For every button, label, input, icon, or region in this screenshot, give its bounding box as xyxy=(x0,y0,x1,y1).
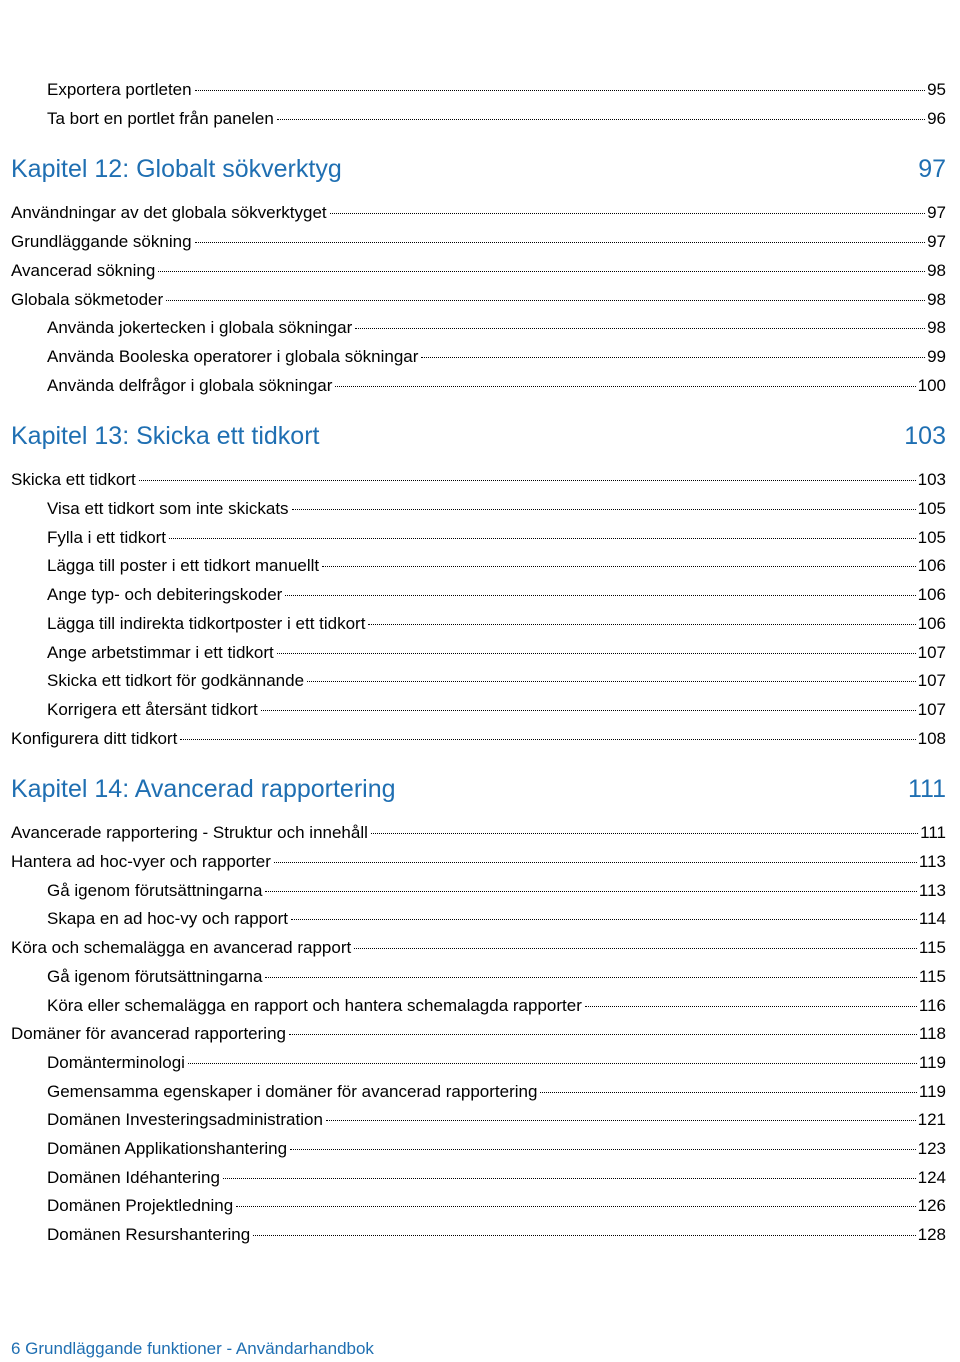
toc-entry-page-number: 113 xyxy=(918,880,946,900)
toc-entry-page-number: 107 xyxy=(917,699,946,719)
toc-entry-title: Domänen Investeringsadministration xyxy=(47,1110,323,1130)
toc-entry[interactable] xyxy=(0,581,960,609)
toc-entry-page-number: 106 xyxy=(917,556,946,576)
toc-entry-page-number: 103 xyxy=(917,470,946,490)
toc-entry-page-number: 97 xyxy=(927,203,946,223)
toc-entry[interactable] xyxy=(0,257,960,285)
toc-entry[interactable] xyxy=(0,1135,960,1163)
toc-entry-page-number: 98 xyxy=(927,318,946,338)
toc-entry-title: Domänen Projektledning xyxy=(47,1196,234,1216)
toc-entry-title: Gå igenom förutsättningarna xyxy=(47,966,263,986)
toc-entry-page-number: 108 xyxy=(917,728,946,748)
dot-leader xyxy=(326,1120,916,1121)
toc-entry[interactable] xyxy=(0,905,960,933)
toc-entry-title: Domänen Applikationshantering xyxy=(47,1139,288,1158)
dot-leader xyxy=(195,242,926,243)
toc-entry[interactable] xyxy=(0,1221,960,1249)
toc-entry[interactable] xyxy=(0,199,960,227)
dot-leader xyxy=(289,1034,917,1035)
dot-leader xyxy=(265,977,916,978)
toc-entry-page-number: 119 xyxy=(918,1081,946,1101)
toc-entry[interactable] xyxy=(0,1049,960,1077)
toc-entry-page-number: 128 xyxy=(917,1225,946,1245)
toc-entry-page-number: 119 xyxy=(918,1052,946,1072)
toc-entry-page-number: 115 xyxy=(918,966,946,986)
toc-entry-title: Hantera ad hoc-vyer och rapporter xyxy=(11,852,271,871)
toc-entry[interactable] xyxy=(0,877,960,905)
dot-leader xyxy=(290,1149,916,1150)
toc-entry-title: Lägga till poster i ett tidkort manuellt xyxy=(47,556,320,576)
toc-entry-title: Gå igenom förutsättningarna xyxy=(47,880,263,900)
chapter-title: Kapitel 12: Globalt sökverktyg xyxy=(11,155,342,184)
toc-entry-page-number: 118 xyxy=(918,1024,946,1044)
toc-entry-title: Ange typ- och debiteringskoder xyxy=(47,585,283,605)
dot-leader xyxy=(335,386,915,387)
toc-entry[interactable] xyxy=(0,934,960,962)
toc-chapter-heading[interactable] xyxy=(0,771,960,807)
toc-entry[interactable] xyxy=(0,992,960,1020)
toc-entry-title: Använda jokertecken i globala sökningar xyxy=(47,318,353,338)
toc-entry-page-number: 124 xyxy=(917,1167,946,1187)
dot-leader xyxy=(285,595,915,596)
toc-entry-title: Avancerad sökning xyxy=(11,260,156,280)
dot-leader xyxy=(277,653,916,654)
dot-leader xyxy=(265,891,916,892)
toc-entry-title: Korrigera ett återsänt tidkort xyxy=(47,699,258,719)
dot-leader xyxy=(223,1178,916,1179)
dot-leader xyxy=(169,538,916,539)
dot-leader xyxy=(166,300,925,301)
toc-entry-title: Visa ett tidkort som inte skickats xyxy=(47,499,289,518)
dot-leader xyxy=(355,328,925,329)
toc-entry-page-number: 107 xyxy=(917,671,946,691)
toc-entry-title: Skicka ett tidkort xyxy=(11,470,136,490)
chapter-title: Kapitel 13: Skicka ett tidkort xyxy=(11,422,320,451)
toc-entry[interactable] xyxy=(0,372,960,400)
toc-entry-page-number: 98 xyxy=(927,260,946,280)
dot-leader xyxy=(540,1092,916,1093)
toc-entry-page-number: 98 xyxy=(927,289,946,309)
toc-entry[interactable] xyxy=(0,314,960,342)
toc-entry-title: Skapa en ad hoc-vy och rapport xyxy=(47,909,288,929)
chapter-page-number: 111 xyxy=(907,775,946,804)
toc-entry[interactable] xyxy=(0,963,960,991)
dot-leader xyxy=(158,271,925,272)
page-footer: 6 Grundläggande funktioner - Användarhandbok xyxy=(11,1339,374,1358)
toc-entry-page-number: 114 xyxy=(918,909,946,929)
toc-chapter-heading[interactable] xyxy=(0,151,960,187)
toc-entry[interactable] xyxy=(0,1164,960,1192)
toc-chapter-heading[interactable] xyxy=(0,418,960,454)
dot-leader xyxy=(291,919,917,920)
toc-entry-page-number: 116 xyxy=(918,995,946,1015)
toc-entry[interactable] xyxy=(0,667,960,695)
toc-entry[interactable] xyxy=(0,1020,960,1048)
toc-entry-title: Använda Booleska operatorer i globala sökningar xyxy=(47,346,419,366)
toc-entry-title: Köra eller schemalägga en rapport och hantera schemalagda rapporter xyxy=(47,995,582,1015)
dot-leader xyxy=(330,213,925,214)
toc-entry-title: Köra och schemalägga en avancerad rapport xyxy=(11,938,352,958)
toc-entry-title: Ta bort en portlet från panelen xyxy=(47,108,274,128)
dot-leader xyxy=(368,624,915,625)
toc-entry-page-number: 106 xyxy=(917,613,946,633)
toc-entry[interactable] xyxy=(0,524,960,552)
dot-leader xyxy=(354,948,917,949)
dot-leader xyxy=(307,681,916,682)
dot-leader xyxy=(261,710,916,711)
toc-entry[interactable] xyxy=(0,848,960,876)
dot-leader xyxy=(180,739,915,740)
dot-leader xyxy=(585,1006,917,1007)
toc-entry-title: Lägga till indirekta tidkortposter i ett tidkort xyxy=(47,613,366,633)
toc-entry[interactable] xyxy=(0,819,960,847)
dot-leader xyxy=(322,566,915,567)
dot-leader xyxy=(274,862,917,863)
toc-entry-page-number: 95 xyxy=(927,80,946,99)
dot-leader xyxy=(188,1063,917,1064)
toc-entry-title: Domänen Idéhantering xyxy=(47,1167,220,1187)
dot-leader xyxy=(292,509,916,510)
toc-entry[interactable] xyxy=(0,1106,960,1134)
toc-entry-page-number: 115 xyxy=(918,938,946,958)
toc-entry-page-number: 105 xyxy=(917,499,946,518)
toc-entry-title: Exportera portleten xyxy=(47,80,192,99)
toc-entry-title: Konfigurera ditt tidkort xyxy=(11,728,178,748)
toc-entry-page-number: 113 xyxy=(918,852,946,871)
toc-entry[interactable] xyxy=(0,105,960,133)
toc-entry-page-number: 105 xyxy=(917,527,946,547)
toc-entry-title: Domäner för avancerad rapportering xyxy=(11,1024,286,1044)
dot-leader xyxy=(371,833,918,834)
toc-entry-title: Avancerade rapportering - Struktur och innehåll xyxy=(11,823,368,843)
dot-leader xyxy=(277,119,925,120)
dot-leader xyxy=(195,90,925,91)
toc-entry-title: Använda delfrågor i globala sökningar xyxy=(47,375,333,395)
toc-entry-page-number: 99 xyxy=(927,346,946,366)
toc-entry-page-number: 97 xyxy=(927,232,946,252)
toc-entry-page-number: 96 xyxy=(927,108,946,128)
dot-leader xyxy=(421,357,925,358)
toc-entry-title: Gemensamma egenskaper i domäner för avancerad rapportering xyxy=(47,1081,538,1101)
toc-entry-title: Grundläggande sökning xyxy=(11,232,192,252)
toc-entry-title: Skicka ett tidkort för godkännande xyxy=(47,671,305,691)
toc-entry[interactable] xyxy=(0,725,960,753)
chapter-page-number: 97 xyxy=(918,155,946,184)
toc-entry-page-number: 111 xyxy=(920,823,946,843)
toc-entry[interactable] xyxy=(0,552,960,580)
toc-entry[interactable] xyxy=(0,1078,960,1106)
toc-entry[interactable] xyxy=(0,639,960,667)
toc-entry[interactable] xyxy=(0,466,960,494)
toc-entry-page-number: 100 xyxy=(917,375,946,395)
toc-entry-title: Globala sökmetoder xyxy=(11,289,164,309)
dot-leader xyxy=(139,480,916,481)
toc-entry-page-number: 126 xyxy=(917,1196,946,1216)
dot-leader xyxy=(253,1235,915,1236)
toc-entry[interactable] xyxy=(0,610,960,638)
toc-entry-page-number: 123 xyxy=(917,1139,946,1158)
toc-entry[interactable] xyxy=(0,228,960,256)
toc-entry[interactable] xyxy=(0,76,960,104)
toc-entry-title: Fylla i ett tidkort xyxy=(47,527,167,547)
toc-entry-title: Ange arbetstimmar i ett tidkort xyxy=(47,642,274,662)
toc-entry-page-number: 106 xyxy=(917,585,946,605)
toc-entry[interactable] xyxy=(0,1192,960,1220)
toc-entry[interactable] xyxy=(0,286,960,314)
toc-entry[interactable] xyxy=(0,495,960,523)
toc-entry[interactable] xyxy=(0,343,960,371)
dot-leader xyxy=(236,1206,915,1207)
toc-entry[interactable] xyxy=(0,696,960,724)
toc-entry-title: Domänterminologi xyxy=(47,1052,185,1072)
chapter-page-number: 103 xyxy=(904,422,946,451)
toc-entry-page-number: 121 xyxy=(917,1110,946,1130)
toc-entry-page-number: 107 xyxy=(917,642,946,662)
toc-entry-title: Användningar av det globala sökverktyget xyxy=(11,203,327,223)
toc-entry-title: Domänen Resurshantering xyxy=(47,1225,251,1245)
chapter-title: Kapitel 14: Avancerad rapportering xyxy=(11,775,396,804)
